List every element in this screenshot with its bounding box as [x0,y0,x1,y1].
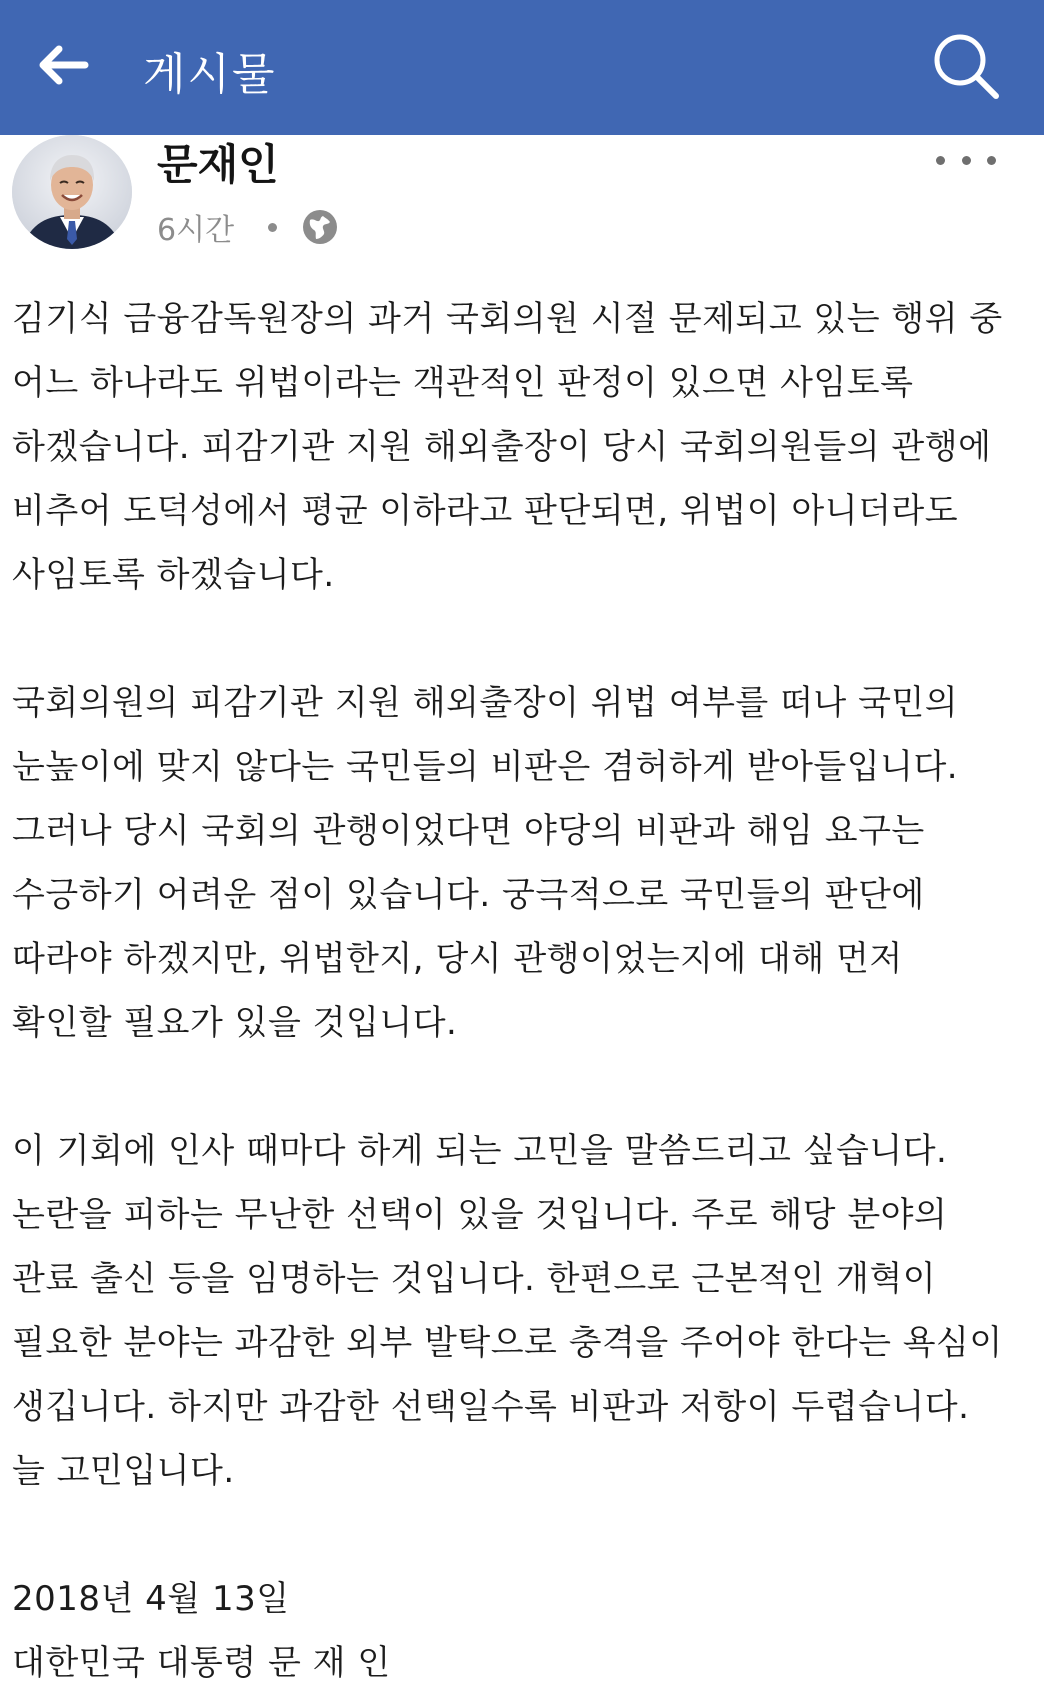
post-date: 2018년 4월 13일 [12,1579,290,1619]
more-dots-icon [936,156,945,165]
back-button[interactable] [28,30,98,100]
post-text-line: 따라야 하겠지만, 위법한지, 당시 관행이었는지에 대해 먼저 [12,939,903,979]
post-text-line: 수긍하기 어려운 점이 있습니다. 궁극적으로 국민들의 판단에 [12,875,925,915]
post-text-line: 늘 고민입니다. [12,1451,235,1491]
more-dots-icon [962,156,971,165]
more-dots-icon [987,156,996,165]
search-button[interactable] [924,24,1008,108]
arrow-left-icon [37,45,89,85]
post-text-line: 필요한 분야는 과감한 외부 발탁으로 충격을 주어야 한다는 욕심이 [12,1323,1003,1363]
post-text-line: 국회의원의 피감기관 지원 해외출장이 위법 여부를 떠나 국민의 [12,683,959,723]
post-text-line: 김기식 금융감독원장의 과거 국회의원 시절 문제되고 있는 행위 중 [12,299,1003,339]
post-time[interactable]: 6시간 [157,213,235,248]
post-signature-name: 대한민국 대통령 문 재 인 [12,1643,391,1683]
post-text-line: 논란을 피하는 무난한 선택이 있을 것입니다. 주로 해당 분야의 [12,1195,948,1235]
post-paragraph-3 [12,1119,1022,1503]
post-paragraph-2 [12,671,1022,1055]
author-avatar[interactable] [12,135,132,249]
search-icon [930,30,1002,102]
page-title: 게시물 [143,49,277,100]
profile-photo [12,135,132,249]
globe-icon[interactable] [301,208,339,246]
post-text-line: 눈높이에 맞지 않다는 국민들의 비판은 겸허하게 받아들입니다. [12,747,959,787]
post-text-line: 하겠습니다. 피감기관 지원 해외출장이 당시 국회의원들의 관행에 [12,427,992,467]
post-text-line: 확인할 필요가 있을 것입니다. [12,1003,458,1043]
post-text-line: 비추어 도덕성에서 평균 이하라고 판단되면, 위법이 아니더라도 [12,491,959,531]
post-signature [12,1567,1022,1695]
top-app-bar [0,0,1044,135]
post-text-line: 사임토록 하겠습니다. [12,555,335,595]
post-meta [157,205,339,249]
post-text-line: 관료 출신 등을 임명하는 것입니다. 한편으로 근본적인 개혁이 [12,1259,937,1299]
post-text-line: 그러나 당시 국회의 관행이었다면 야당의 비판과 해임 요구는 [12,811,925,851]
author-name[interactable]: 문재인 [157,140,279,189]
post-body [12,287,1022,1695]
post-text-line: 이 기회에 인사 때마다 하게 되는 고민을 말씀드리고 싶습니다. [12,1131,948,1171]
post-text-line: 어느 하나라도 위법이라는 객관적인 판정이 있으면 사임토록 [12,363,914,403]
post-text-line: 생깁니다. 하지만 과감한 선택일수록 비판과 저항이 두렵습니다. [12,1387,970,1427]
more-options-button[interactable] [936,140,996,180]
post-paragraph-1 [12,287,1022,607]
separator-dot [268,223,277,232]
